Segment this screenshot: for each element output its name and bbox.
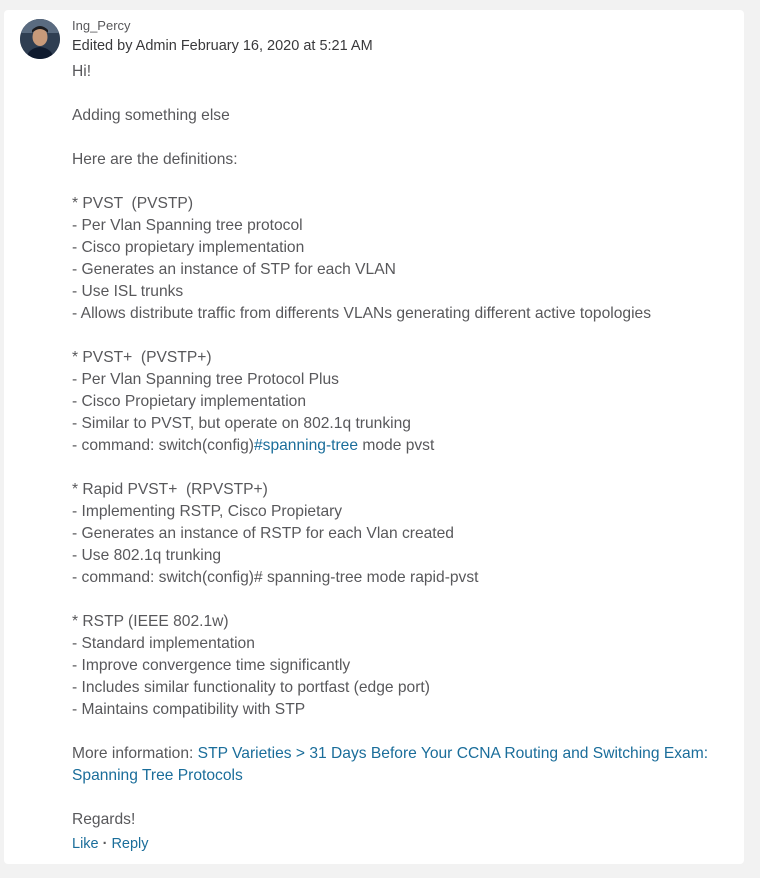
pvst-plus-item: - Per Vlan Spanning tree Protocol Plus [72, 371, 339, 388]
more-info-text [72, 743, 732, 787]
blank-line [72, 721, 732, 743]
intro-text: Adding something else [72, 107, 230, 124]
pvst-item: - Use ISL trunks [72, 283, 184, 300]
action-separator: · [102, 836, 108, 852]
pvst-item: - Allows distribute traffic from differents VLANs generating different active topologies [72, 305, 652, 322]
post-body [72, 61, 732, 831]
more-info-label: More information: [72, 745, 198, 762]
author-name[interactable]: Ing_Percy [72, 18, 131, 33]
pvst-plus-heading: * PVST+ (PVSTP+) [72, 349, 212, 366]
like-button[interactable]: Like [72, 836, 99, 852]
blank-line [72, 171, 732, 193]
reply-button[interactable]: Reply [111, 836, 149, 852]
post-card [4, 10, 744, 864]
blank-line [72, 127, 732, 149]
rapid-pvst-item: - Generates an instance of RSTP for each Vlan created [72, 525, 454, 542]
edited-info: Edited by Admin February 16, 2020 at 5:21 AM [72, 38, 373, 54]
post-actions [72, 835, 149, 853]
rapid-pvst-item: - Use 802.1q trunking [72, 547, 222, 564]
avatar[interactable] [20, 19, 60, 59]
regards-text: Regards! [72, 811, 136, 828]
rstp-item: - Includes similar functionality to portfast (edge port) [72, 679, 430, 696]
pvst-heading: * PVST (PVSTP) [72, 195, 194, 212]
more-info-link[interactable]: STP Varieties > 31 Days Before Your CCNA Routing and Switching Exam: Spanning Tree Protocols [72, 745, 709, 784]
pvst-plus-item: - Similar to PVST, but operate on 802.1q trunking [72, 415, 411, 432]
blank-line [72, 83, 732, 105]
rstp-item: - Standard implementation [72, 635, 255, 652]
pvst-plus-command [72, 435, 732, 457]
blank-line [72, 325, 732, 347]
blank-line [72, 457, 732, 479]
blank-line [72, 787, 732, 809]
rapid-pvst-item: - command: switch(config)# spanning-tree mode rapid-pvst [72, 569, 479, 586]
pvst-item: - Cisco propietary implementation [72, 239, 305, 256]
pvst-plus-item: - Cisco Propietary implementation [72, 393, 306, 410]
avatar-image [20, 19, 60, 59]
rapid-pvst-item: - Implementing RSTP, Cisco Propietary [72, 503, 343, 520]
rstp-item: - Improve convergence time significantly [72, 657, 351, 674]
rstp-heading: * RSTP (IEEE 802.1w) [72, 613, 229, 630]
blank-line [72, 589, 732, 611]
intro-text: Here are the definitions: [72, 151, 238, 168]
rapid-pvst-heading: * Rapid PVST+ (RPVSTP+) [72, 481, 268, 498]
rstp-item: - Maintains compatibility with STP [72, 701, 306, 718]
pvst-item: - Generates an instance of STP for each VLAN [72, 261, 396, 278]
pvst-item: - Per Vlan Spanning tree protocol [72, 217, 303, 234]
greeting-text: Hi! [72, 63, 92, 80]
hashtag-link[interactable]: #spanning-tree [253, 437, 359, 454]
command-suffix: mode pvst [358, 437, 435, 454]
command-prefix: - command: switch(config) [72, 437, 254, 454]
